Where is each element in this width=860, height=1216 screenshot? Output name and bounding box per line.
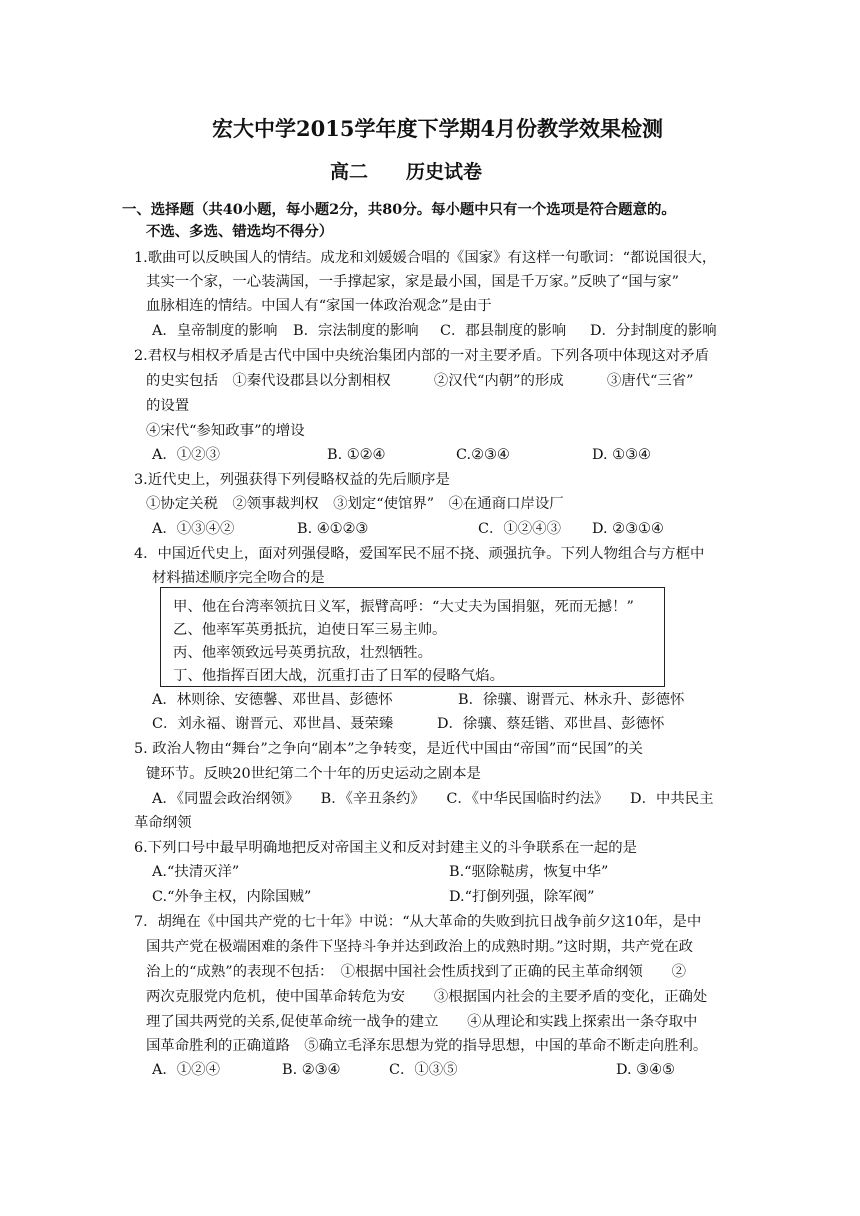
q6-option-a: A.“扶清灭洋” xyxy=(152,864,240,880)
q6-option-c: C.“外争主权，内除国贼” xyxy=(152,889,312,905)
q1-text: 其实一个家，一心装满国，一手撑起家，家是最小国，国是千万家。”反映了“国与家” xyxy=(146,274,679,290)
q7-text: 理了国共两党的关系,促使革命统一战争的建立 ④从理论和实践上探索出一条夺取中 xyxy=(146,1014,698,1030)
q5-text: 键环节。反映20世纪第二个十年的历史运动之剧本是 xyxy=(146,766,481,782)
q2-option-d: D. ①③④ xyxy=(592,447,651,463)
q1-option-c: C．郡县制度的影响 xyxy=(440,323,567,339)
q4-option-d: D．徐骧、蔡廷锴、邓世昌、彭德怀 xyxy=(437,716,665,732)
q3-option-d: D. ②③①④ xyxy=(592,521,664,537)
q7-text: 国革命胜利的正确道路 ⑤确立毛泽东思想为党的指导思想，中国的革命不断走向胜利。 xyxy=(146,1038,708,1054)
q1-option-b: B．宗法制度的影响 xyxy=(293,323,419,339)
section-heading: 一、选择题（共40小题，每小题2分，共80分。每小题中只有一个选项是符合题意的。 xyxy=(122,201,676,218)
q7-option-a: A．①②④ xyxy=(152,1062,220,1078)
q7-option-d: D. ③④⑤ xyxy=(616,1062,675,1078)
q2-option-b: B. ①②④ xyxy=(327,447,386,463)
material-line-ding: 丁、他指挥百团大战，沉重打击了日军的侵略气焰。 xyxy=(173,668,504,684)
exam-title: 宏大中学2015学年度下学期4月份教学效果检测 xyxy=(212,116,664,141)
q2-text: ④宋代“参知政事”的增设 xyxy=(146,423,305,439)
q7-text: 国共产党在极端困难的条件下坚持斗争并达到政治上的成熟时期。”这时期，共产党在政 xyxy=(146,939,694,955)
q2-text: 的史实包括 ①秦代设郡县以分割相权 ②汉代“内朝”的形成 ③唐代“三省” xyxy=(146,373,694,389)
q7-option-c: C．①③⑤ xyxy=(389,1062,458,1078)
q7-text: 7．胡绳在《中国共产党的七十年》中说：“从大革命的失败到抗日战争前夕这10年，是中 xyxy=(134,914,702,930)
q5-text: 5. 政治人物由“舞台”之争向“剧本”之争转变，是近代中国由“帝国”而“民国”的关 xyxy=(134,741,643,757)
q2-text: 2.君权与相权矛盾是古代中国中央统治集团内部的一对主要矛盾。下列各项中体现这对矛盾 xyxy=(134,348,709,364)
q3-option-b: B. ④①②③ xyxy=(297,521,369,537)
q4-option-b: B．徐骧、谢晋元、林永升、彭德怀 xyxy=(458,692,685,708)
q7-option-b: B. ②③④ xyxy=(282,1062,341,1078)
q4-text: 材料描述顺序完全吻合的是 xyxy=(152,570,325,586)
material-line-jia: 甲、他在台湾率领抗日义军，振臂高呼：“大丈夫为国捐躯，死而无撼！” xyxy=(173,599,634,615)
q5-text: 革命纲领 xyxy=(134,815,192,831)
q1-option-a: A．皇帝制度的影响 xyxy=(152,323,278,339)
q1-text: 血脉相连的情结。中国人有“家国一体政治观念”是由于 xyxy=(146,298,492,314)
q6-option-d: D.“打倒列强，除军阀” xyxy=(449,889,595,905)
q3-option-c: C．①②④③ xyxy=(478,521,561,537)
section-heading-cont: 不选、多选、错选均不得分） xyxy=(146,223,334,240)
q6-option-b: B.“驱除鞑虏，恢复中华” xyxy=(449,864,609,880)
q4-text: 4．中国近代史上，面对列强侵略，爱国军民不屈不挠、顽强抗争。下列人物组合与方框中 xyxy=(134,546,705,562)
q1-option-d: D．分封制度的影响 xyxy=(590,323,717,339)
q1-text: 1.歌曲可以反映国人的情结。成龙和刘媛媛合唱的《国家》有这样一句歌词：“都说国很大， xyxy=(134,250,717,266)
material-line-yi: 乙、他率军英勇抵抗，迫使日军三易主帅。 xyxy=(173,622,447,638)
exam-subtitle: 高二 历史试卷 xyxy=(330,161,483,183)
q5-options: A．《同盟会政治纲领》 B．《辛丑条约》 C．《中华民国临时约法》 D．中共民主 xyxy=(152,791,714,807)
q2-text: 的设置 xyxy=(146,398,190,414)
q3-text: 3.近代史上，列强获得下列侵略权益的先后顺序是 xyxy=(134,472,450,488)
q4-option-a: A．林则徐、安德馨、邓世昌、彭德怀 xyxy=(152,692,393,708)
q2-option-c: C.②③④ xyxy=(456,447,510,463)
q3-text: ①协定关税 ②领事裁判权 ③划定“使馆界” ④在通商口岸设厂 xyxy=(146,496,564,512)
q4-option-c: C．刘永福、谢晋元、邓世昌、聂荣臻 xyxy=(152,716,394,732)
q3-option-a: A．①③④② xyxy=(152,521,235,537)
material-line-bing: 丙、他率领致远号英勇抗敌，壮烈牺牲。 xyxy=(173,645,433,661)
q6-text: 6.下列口号中最早明确地把反对帝国主义和反对封建主义的斗争联系在一起的是 xyxy=(134,840,638,856)
q7-text: 两次克服党内危机，使中国革命转危为安 ③根据国内社会的主要矛盾的变化，正确处 xyxy=(146,989,708,1005)
q7-text: 治上的“成熟”的表现不包括： ①根据中国社会性质找到了正确的民主革命纲领 ② xyxy=(146,964,686,980)
q2-option-a: A．①②③ xyxy=(152,447,220,463)
